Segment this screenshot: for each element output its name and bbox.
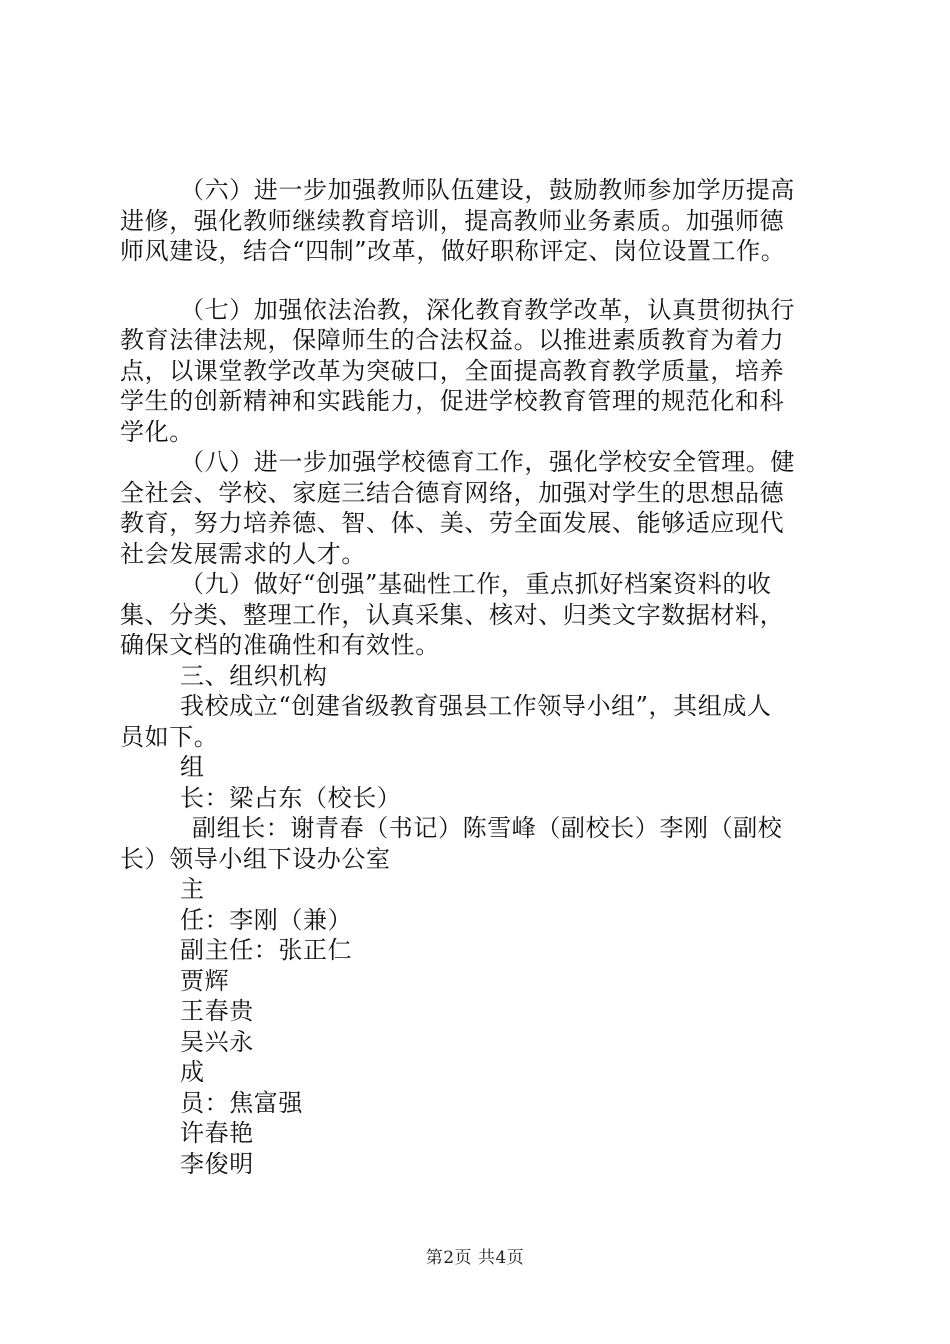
member-name: 许春艳 <box>180 1119 254 1147</box>
text-line: 学生的创新精神和实践能力，促进学校教育管理的规范化和科 <box>120 387 785 415</box>
deputy-line-continued: 长）领导小组下设办公室 <box>120 844 391 873</box>
paragraph-eight <box>120 447 840 569</box>
director-line: 任：李刚（兼） <box>180 905 353 934</box>
vice-director-line: 副主任：张正仁 <box>180 936 353 964</box>
section-heading: 三、组织机构 <box>180 661 328 690</box>
text-line: 全社会、学校、家庭三结合德育网络，加强对学生的思想品德 <box>120 478 785 507</box>
vice-director-name: 吴兴永 <box>180 1027 254 1056</box>
text-line: 我校成立“创建省级教育强县工作领导小组”，其组成人 <box>180 692 772 720</box>
leader-label: 组 <box>180 753 205 781</box>
text-line: 员如下。 <box>120 722 219 751</box>
text-line: 进修，强化教师继续教育培训，提高教师业务素质。加强师德 <box>120 206 785 235</box>
text-line: 学化。 <box>120 417 194 446</box>
text-line: 社会发展需求的人才。 <box>120 539 366 568</box>
text-line: （七）加强依法治教，深化教育教学改革，认真贯彻执行 <box>180 295 795 324</box>
member-label: 成 <box>180 1058 205 1086</box>
paragraph-seven <box>120 295 840 448</box>
director-label: 主 <box>180 875 205 903</box>
vice-director-name: 贾辉 <box>180 966 230 995</box>
vice-director-name: 王春贵 <box>180 997 254 1025</box>
member-line: 员：焦富强 <box>180 1088 303 1117</box>
deputy-line: 副组长：谢青春（书记）陈雪峰（副校长）李刚（副校 <box>192 814 783 842</box>
text-line: 点，以课堂教学改革为突破口，全面提高教育教学质量，培养 <box>120 356 785 385</box>
member-name: 李俊明 <box>180 1149 254 1178</box>
text-line: （九）做好“创强”基础性工作，重点抓好档案资料的收 <box>180 570 772 598</box>
paragraph-gap <box>120 267 840 295</box>
paragraph-six <box>120 175 840 267</box>
text-line: （八）进一步加强学校德育工作，强化学校安全管理。健 <box>180 448 795 476</box>
paragraph-nine <box>120 569 840 661</box>
leader-line: 长：梁占东（校长） <box>180 783 402 812</box>
document-body <box>120 175 840 1179</box>
text-line: 师风建设，结合“四制”改革，做好职称评定、岗位设置工作。 <box>120 237 786 265</box>
text-line: 集、分类、整理工作，认真采集、核对、归类文字数据材料， <box>120 600 785 629</box>
text-line: 教育，努力培养德、智、体、美、劳全面发展、能够适应现代 <box>120 509 785 537</box>
text-line: 确保文档的准确性和有效性。 <box>120 631 440 659</box>
org-intro <box>120 691 840 752</box>
text-line: （六）进一步加强教师队伍建设，鼓励教师参加学历提高 <box>180 176 795 204</box>
text-line: 教育法律法规，保障师生的合法权益。以推进素质教育为着力 <box>120 326 785 354</box>
page-footer: 第2页 共4页 <box>425 1248 525 1268</box>
